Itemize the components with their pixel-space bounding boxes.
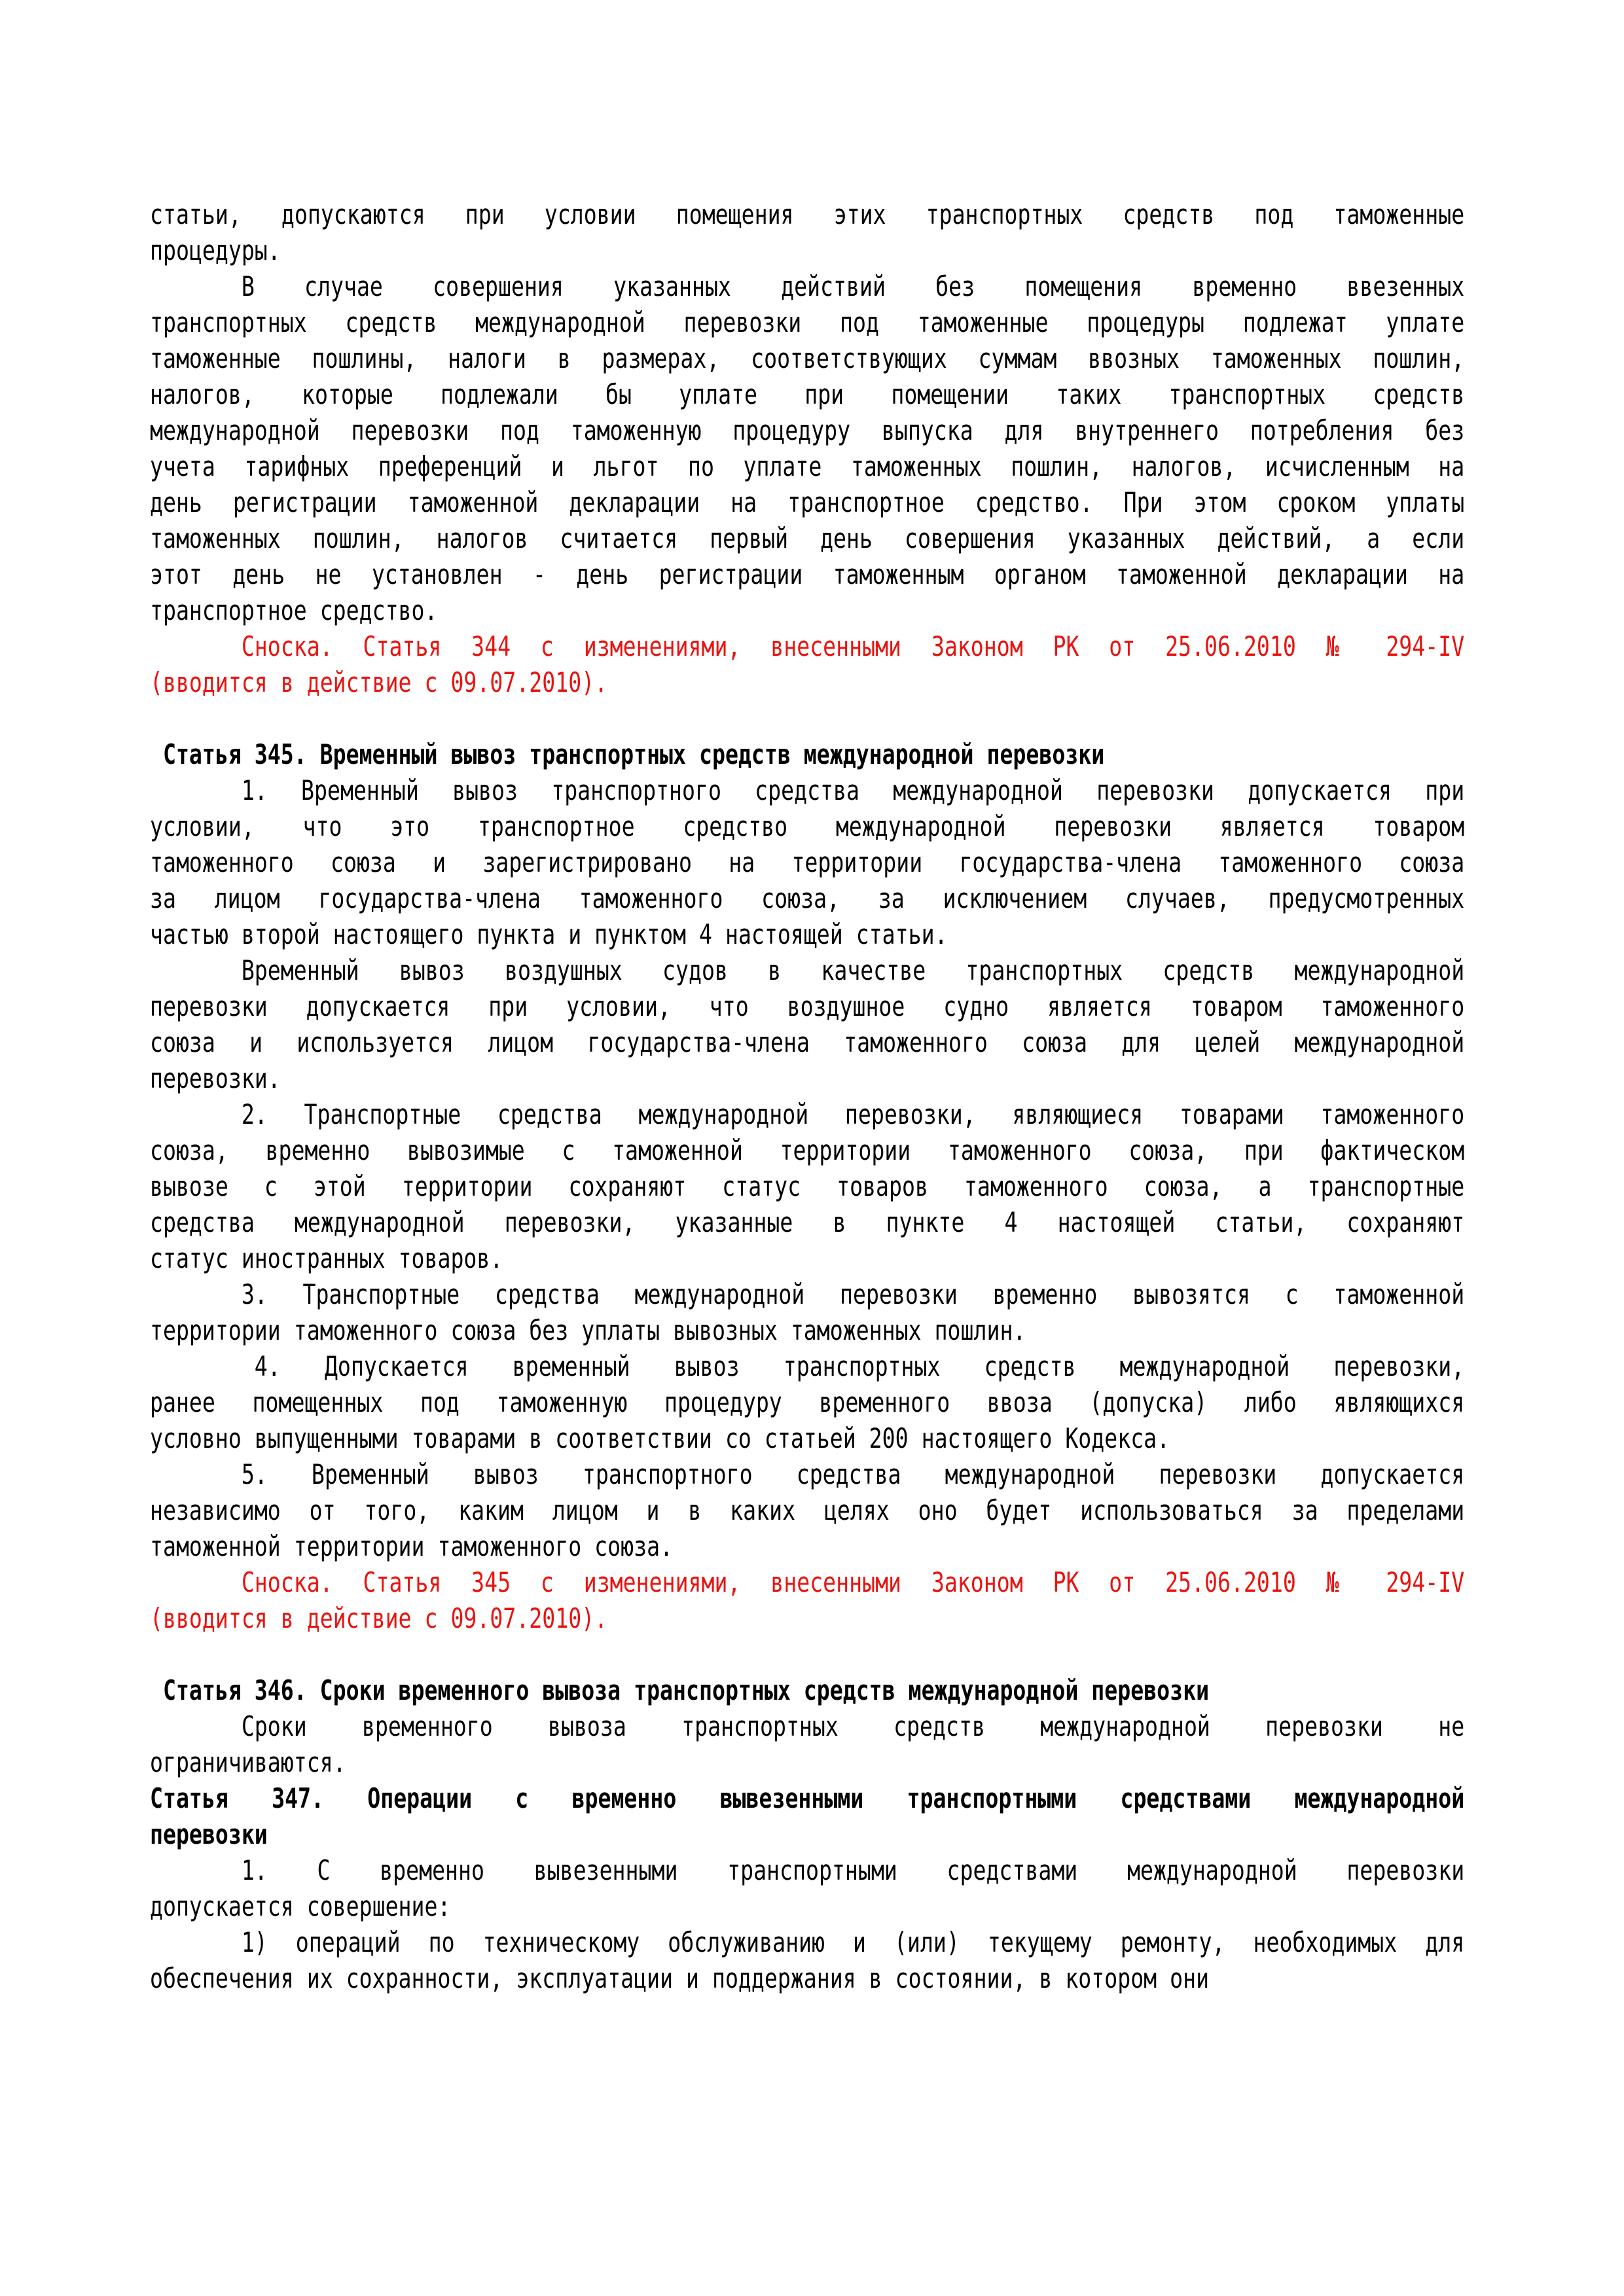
text-line: 5. Временный вывоз транспортного средства международной перевозки допускается <box>241 1458 1465 1490</box>
body-paragraph <box>150 268 1464 628</box>
text-line: 1) операций по техническому обслуживанию и (или) текущему ремонту, необходимых для <box>241 1926 1465 1958</box>
body-paragraph <box>150 1456 1464 1564</box>
text-line: 1. Временный вывоз транспортного средства международной перевозки допускается при <box>241 774 1465 806</box>
text-line: Сноска. Статья 345 с изменениями, внесенными Законом РК от 25.06.2010 № 294-IV <box>241 1566 1465 1598</box>
text-line: статус иностранных товаров. <box>150 1242 503 1274</box>
text-line: статьи, допускаются при условии помещения этих транспортных средств под таможенные <box>150 198 1465 230</box>
text-line: таможенных пошлин, налогов считается первый день совершения указанных действий, а если <box>150 522 1465 554</box>
text-line: таможенного союза и зарегистрировано на территории государства-члена таможенного союза <box>150 846 1465 878</box>
text-line: налогов, которые подлежали бы уплате при помещении таких транспортных средств <box>150 378 1465 410</box>
article-heading <box>150 736 1464 772</box>
text-line: перевозки. <box>150 1062 281 1094</box>
text-line: (вводится в действие с 09.07.2010). <box>150 666 608 698</box>
body-paragraph <box>150 1276 1464 1348</box>
text-line: ранее помещенных под таможенную процедуру временного ввоза (допуска) либо являющихся <box>150 1386 1465 1418</box>
text-line: процедуры. <box>150 234 281 266</box>
body-paragraph <box>150 1096 1464 1276</box>
text-line: ограничиваются. <box>150 1746 346 1778</box>
amendment-footnote <box>150 1564 1464 1636</box>
text-line: учета тарифных преференций и льгот по уплате таможенных пошлин, налогов, исчисленным на <box>150 450 1465 482</box>
text-line: этот день не установлен - день регистрации таможенным органом таможенной декларации на <box>150 558 1465 590</box>
text-line: 2. Транспортные средства международной перевозки, являющиеся товарами таможенного <box>241 1098 1465 1130</box>
text-line: условно выпущенными товарами в соответствии со статьей 200 настоящего Кодекса. <box>150 1422 1170 1454</box>
text-line: Статья 347. Операции с временно вывезенными транспортными средствами международной <box>150 1782 1465 1814</box>
body-paragraph <box>150 952 1464 1096</box>
body-paragraph <box>150 1852 1464 1924</box>
text-line: средства международной перевозки, указанные в пункте 4 настоящей статьи, сохраняют <box>150 1206 1465 1238</box>
text-line: за лицом государства-члена таможенного союза, за исключением случаев, предусмотренных <box>150 882 1465 914</box>
text-line: таможенной территории таможенного союза. <box>150 1530 674 1562</box>
text-line: перевозки допускается при условии, что воздушное судно является товаром таможенного <box>150 990 1465 1022</box>
text-line: Сроки временного вывоза транспортных средств международной перевозки не <box>241 1710 1465 1742</box>
body-paragraph <box>150 1708 1464 1780</box>
text-line: Временный вывоз воздушных судов в качестве транспортных средств международной <box>241 954 1465 986</box>
amendment-footnote <box>150 628 1464 700</box>
article-heading <box>150 1672 1464 1708</box>
text-line: Статья 345. Временный вывоз транспортных средств международной перевозки <box>162 738 1105 770</box>
text-line: допускается совершение: <box>150 1890 451 1922</box>
text-line: вывозе с этой территории сохраняют статус товаров таможенного союза, а транспортные <box>150 1170 1465 1202</box>
body-paragraph <box>150 1348 1464 1456</box>
text-line: транспортное средство. <box>150 594 438 626</box>
text-line: 4. Допускается временный вывоз транспортных средств международной перевозки, <box>254 1350 1465 1382</box>
body-paragraph <box>150 772 1464 952</box>
body-paragraph <box>150 1924 1464 1996</box>
text-line: 1. С временно вывезенными транспортными средствами международной перевозки <box>241 1854 1465 1886</box>
text-line: транспортных средств международной перевозки под таможенные процедуры подлежат уплате <box>150 306 1465 338</box>
blank-line <box>150 1636 1464 1672</box>
text-line: территории таможенного союза без уплаты вывозных таможенных пошлин. <box>150 1314 1026 1346</box>
text-line: международной перевозки под таможенную процедуру выпуска для внутреннего потребления без <box>150 414 1465 446</box>
blank-line <box>150 700 1464 736</box>
text-line: обеспечения их сохранности, эксплуатации и поддержания в состоянии, в котором они <box>150 1962 1210 1994</box>
document-text <box>150 196 1464 1996</box>
text-line: перевозки <box>150 1818 268 1850</box>
text-line: независимо от того, каким лицом и в каких целях оно будет использоваться за пределами <box>150 1494 1465 1526</box>
text-line: частью второй настоящего пункта и пунктом 4 настоящей статьи. <box>150 918 948 950</box>
text-line: (вводится в действие с 09.07.2010). <box>150 1602 608 1634</box>
text-line: В случае совершения указанных действий без помещения временно ввезенных <box>241 270 1465 302</box>
text-line: день регистрации таможенной декларации на транспортное средство. При этом сроком уплаты <box>150 486 1465 518</box>
text-line: таможенные пошлины, налоги в размерах, соответствующих суммам ввозных таможенных пошлин, <box>150 342 1465 374</box>
text-line: союза, временно вывозимые с таможенной территории таможенного союза, при фактическом <box>150 1134 1465 1166</box>
text-line: условии, что это транспортное средство международной перевозки является товаром <box>150 810 1465 842</box>
text-line: Сноска. Статья 344 с изменениями, внесенными Законом РК от 25.06.2010 № 294-IV <box>241 630 1465 662</box>
text-line: 3. Транспортные средства международной перевозки временно вывозятся с таможенной <box>241 1278 1465 1310</box>
text-line: Статья 346. Сроки временного вывоза транспортных средств международной перевозки <box>162 1674 1210 1706</box>
article-heading <box>150 1780 1464 1852</box>
body-paragraph <box>150 196 1464 268</box>
text-line: союза и используется лицом государства-члена таможенного союза для целей международной <box>150 1026 1465 1058</box>
